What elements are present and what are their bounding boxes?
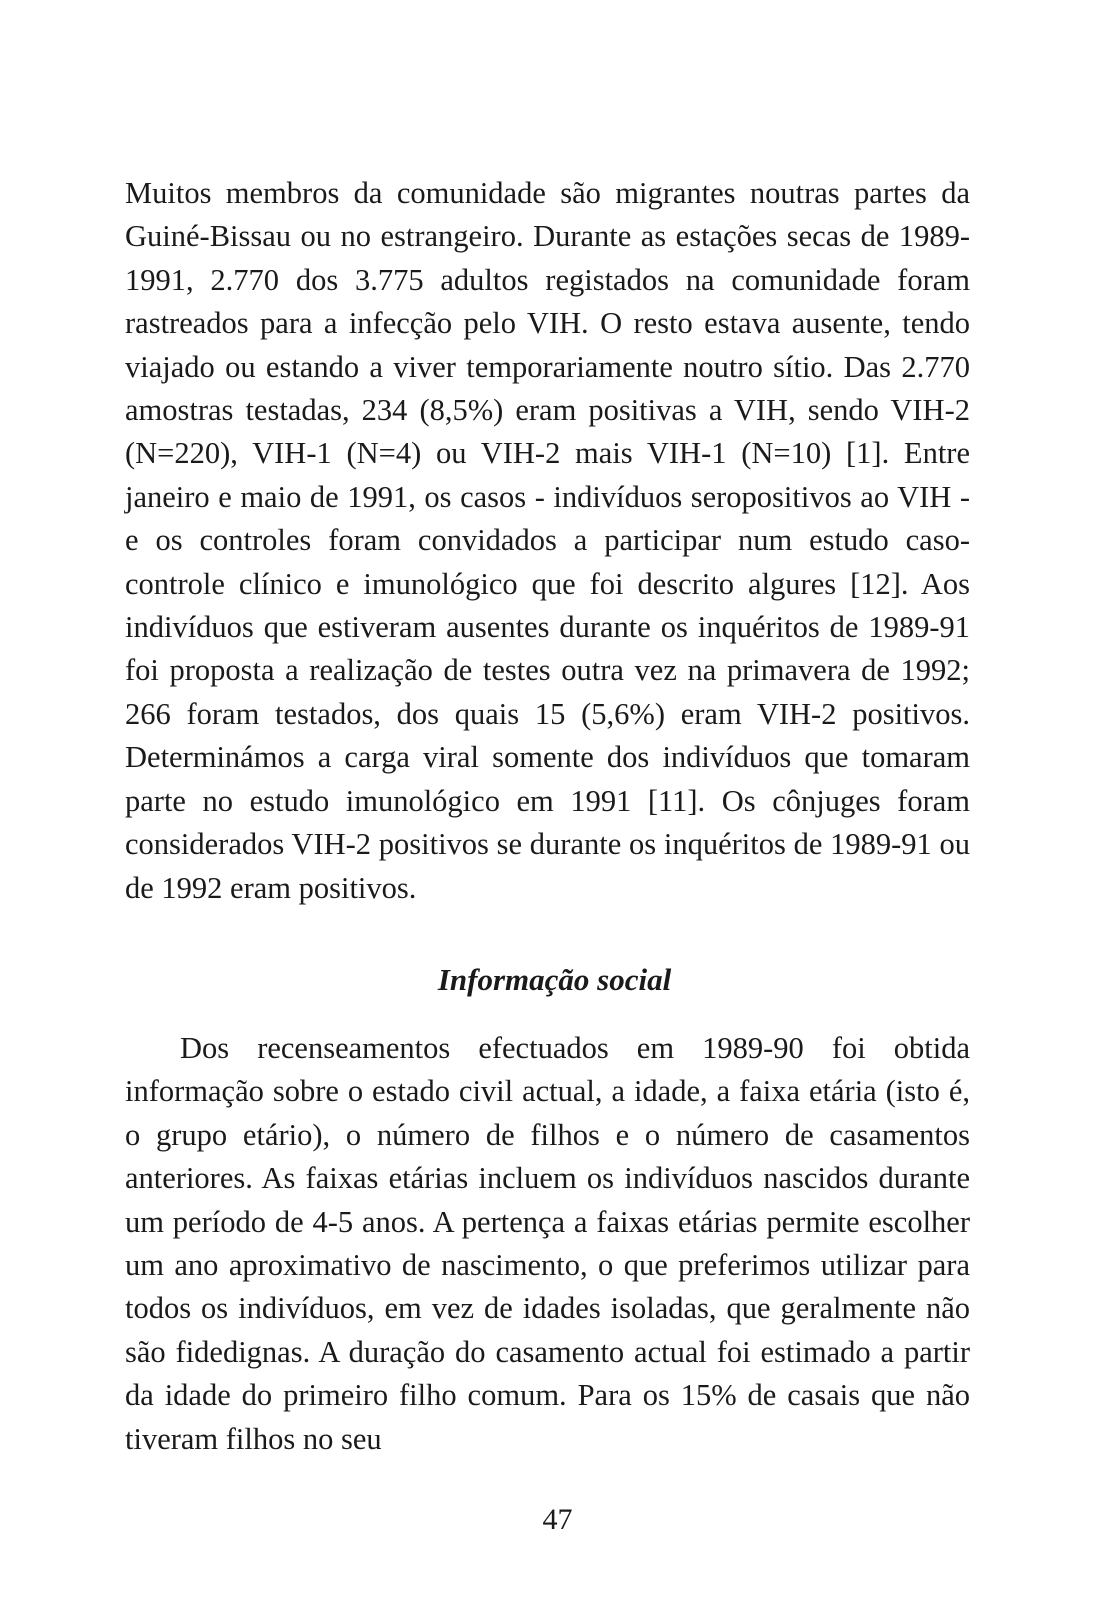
body-paragraph-2: Dos recenseamentos efectuados em 1989-90 foi obtida informação sobre o estado civil actual, a idade, a faixa etária (isto é, o grupo etário), o número de filhos e o número de casamentos anteriores. As faixas etárias incluem os indivíduos nascidos durante um período de 4-5 anos. A pertença a faixas etárias permite escolher um ano aproximativo de nascimento, o que preferimos utilizar para todos os indivíduos, em vez de idades isoladas, que geralmente não são fidedignas. A duração do casamento actual foi estimado a partir da idade do primeiro filho comum. Para os 15% de casais que não tiveram filhos no seu [125, 1031, 970, 1456]
page-number: 47 [542, 1503, 573, 1536]
body-paragraph-1: Muitos membros da comunidade são migrantes noutras partes da Guiné-Bissau ou no estrangeiro. Durante as estações secas de 1989-1991, 2.770 dos 3.775 adultos registados na comunidade foram rastreados para a infecção pelo VIH. O resto estava ausente, tendo viajado ou estando a viver temporariamente noutro sítio. Das 2.770 amostras testadas, 234 (8,5%) eram positivas a VIH, sendo VIH-2 (N=220), VIH-1 (N=4) ou VIH-2 mais VIH-1 (N=10) [1]. Entre janeiro e maio de 1991, os casos - indivíduos seropositivos ao VIH - e os controles foram convidados a participar num estudo caso-controle clínico e imunológico que foi descrito algures [12]. Aos indivíduos que estiveram ausentes durante os inquéritos de 1989-91 foi proposta a realização de testes outra vez na primavera de 1992; 266 foram testados, dos quais 15 (5,6%) eram VIH-2 positivos. Determinámos a carga viral somente dos indivíduos que tomaram parte no estudo imunológico em 1991 [11]. Os cônjuges foram considerados VIH-2 positivos se durante os inquéritos de 1989-91 ou de 1992 eram positivos. [125, 176, 970, 905]
section-heading: Informação social [437, 962, 672, 997]
